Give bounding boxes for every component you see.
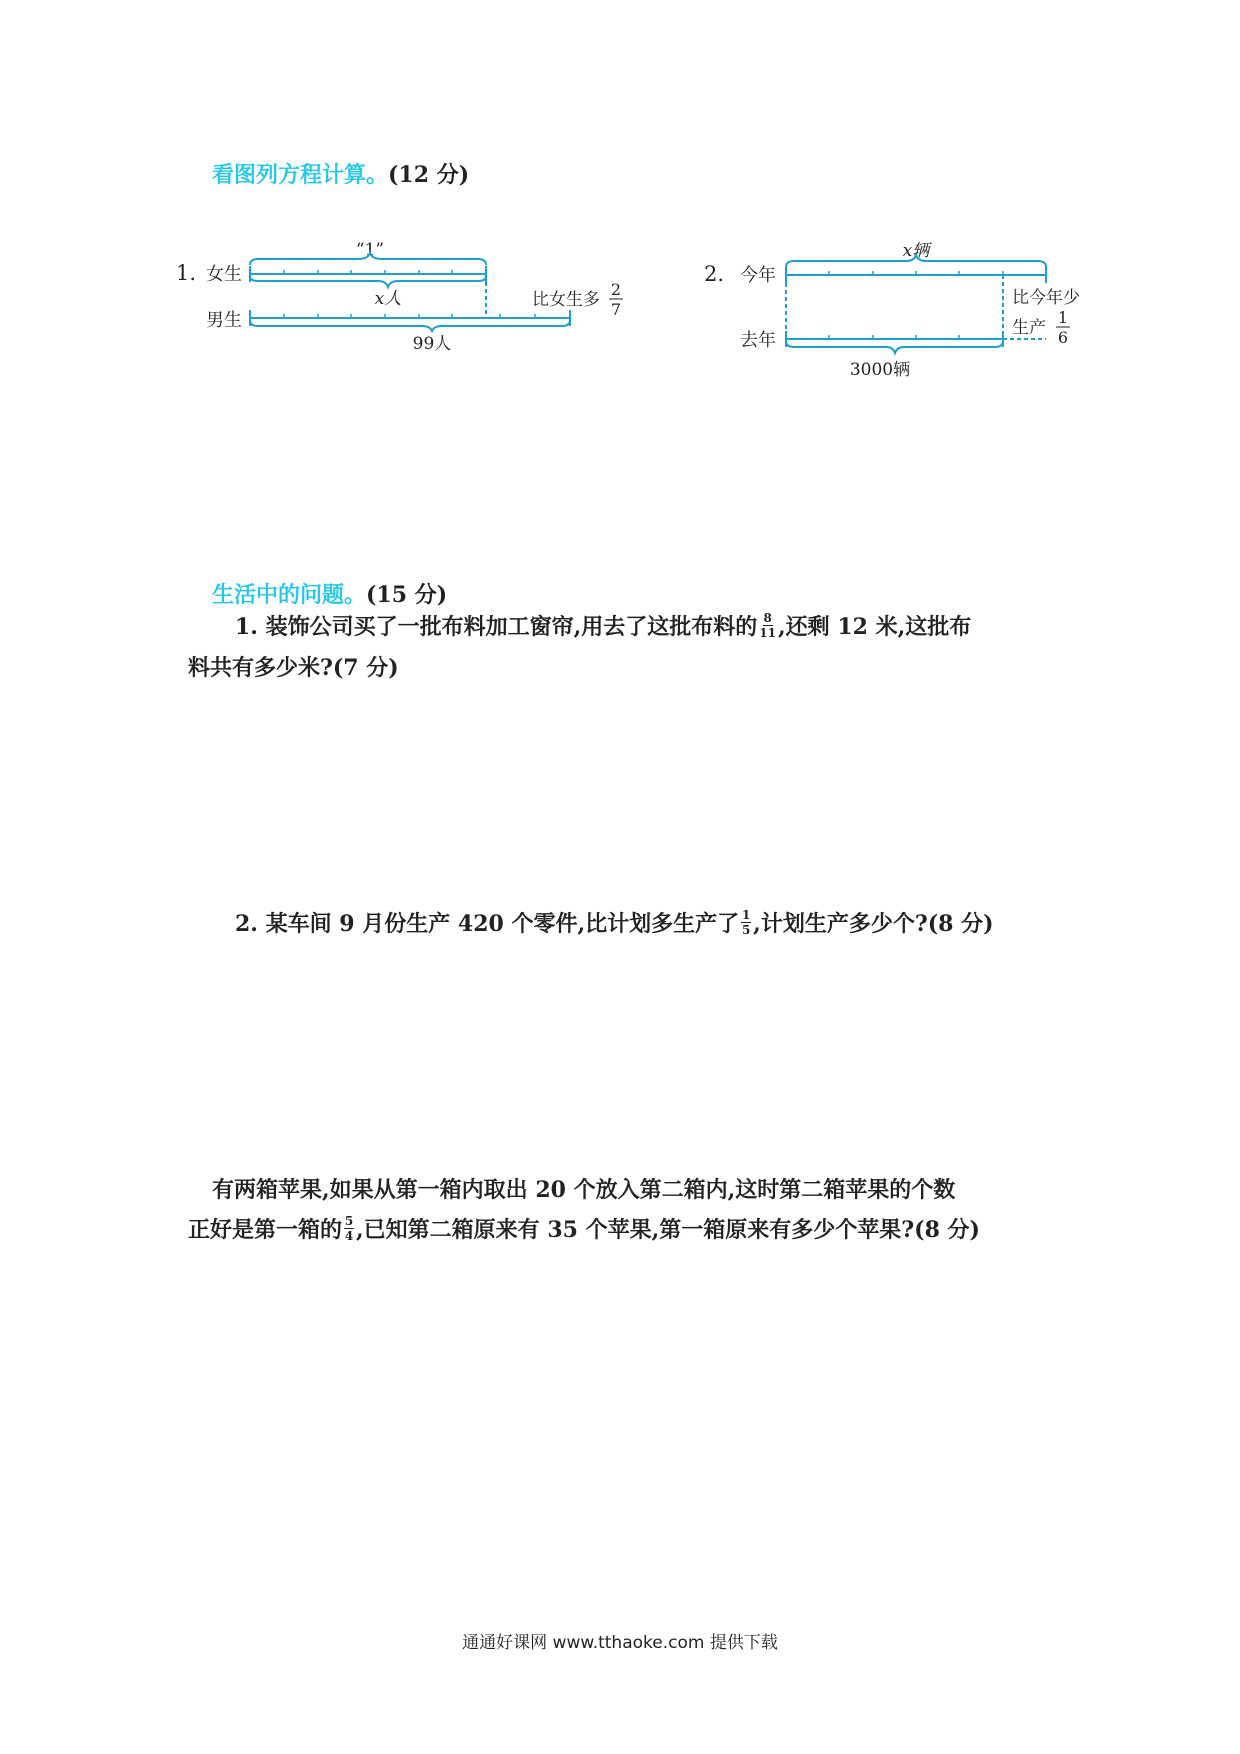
q3-text-b: ,已知第二箱原来有 35 个苹果,第一箱原来有多少个苹果?(8 分) (356, 1217, 980, 1243)
q2-text-b: ,计划生产多少个?(8 分) (753, 911, 994, 937)
diagram1-top-label: “1” (355, 240, 385, 260)
q2-text-a: 2. 某车间 9 月份生产 420 个零件,比计划多生产了 (235, 911, 740, 937)
question-3-line2 (188, 1212, 980, 1248)
diagram1-frac-den: 7 (610, 300, 622, 319)
section2-title-text: 生活中的问题。 (212, 582, 367, 608)
diagram1-row1-label: 女生 (206, 264, 242, 285)
section1-title (212, 158, 469, 189)
diagram1-bottom-label: 99人 (412, 334, 452, 354)
diagram2-row2-label: 去年 (740, 330, 776, 351)
question-2-1-line1 (235, 609, 971, 645)
diagram-1 (170, 225, 640, 360)
question-2-1-line2 (188, 650, 399, 686)
footer (0, 1628, 1240, 1653)
q3-frac-den: 4 (344, 1228, 354, 1243)
footer-text: 通通好课网 www.tthaoke.com 提供下载 (462, 1633, 778, 1653)
diagram1-mid-label: x人 (374, 289, 402, 309)
diagram2-frac-den: 6 (1057, 328, 1069, 347)
diagram2-top-brace (786, 255, 1046, 267)
q3-fraction (344, 1215, 354, 1242)
diagram2-bottom-brace (786, 341, 1003, 353)
q3-text-line1: 有两箱苹果,如果从第一箱内取出 20 个放入第二箱内,这时第二箱苹果的个数 (212, 1177, 956, 1203)
q1-frac-den: 11 (759, 625, 776, 640)
q1-frac-num: 8 (763, 610, 772, 625)
diagram-2 (700, 225, 1120, 385)
diagram2-top-label: x辆 (902, 241, 930, 261)
q1-fraction (759, 612, 776, 639)
q2-fraction (741, 909, 751, 936)
diagram1-mid-brace (250, 276, 486, 287)
diagram1-compare-text: 比女生多 (532, 290, 600, 310)
diagram1-bottom-brace (250, 320, 570, 331)
q3-frac-num: 5 (344, 1213, 354, 1228)
diagram1-number: 1. (176, 261, 197, 285)
section1-points: (12 分) (388, 162, 470, 188)
section2-points: (15 分) (366, 582, 448, 608)
diagram2-row1-label: 今年 (740, 265, 776, 286)
q3-text-a: 正好是第一箱的 (188, 1217, 343, 1243)
diagram2-bottom-label: 3000辆 (849, 360, 911, 380)
q1-text-a: 1. 装饰公司买了一批布料加工窗帘,用去了这批布料的 (235, 614, 758, 640)
q2-frac-num: 1 (741, 907, 751, 922)
q1-text-b: ,还剩 12 米,这批布 (778, 614, 972, 640)
diagram2-compare-line1: 比今年少 (1012, 288, 1080, 308)
q2-frac-den: 5 (741, 922, 751, 937)
question-2-2 (235, 906, 994, 942)
section1-title-text: 看图列方程计算。 (212, 162, 389, 188)
diagram2-number: 2. (704, 262, 725, 286)
diagram2-frac-num: 1 (1057, 308, 1069, 327)
q1-text-line2: 料共有多少米?(7 分) (188, 655, 399, 681)
question-3-line1 (212, 1172, 955, 1208)
diagram2-compare-line2: 生产 (1012, 318, 1046, 338)
diagram1-row2-label: 男生 (206, 310, 242, 331)
section2-title (212, 578, 447, 609)
diagram1-frac-num: 2 (610, 280, 622, 299)
